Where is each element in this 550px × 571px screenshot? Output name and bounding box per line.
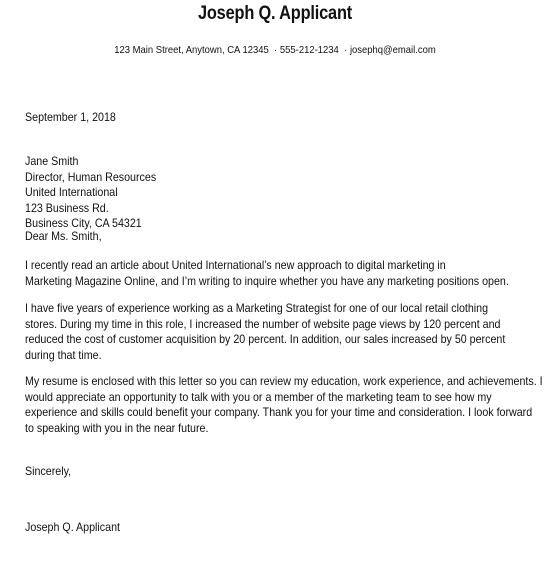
- paragraph-line: reduced the cost of customer acquisition by 20 percent. In addition, our sales increased by 50 percent: [25, 332, 506, 346]
- salutation-block: [25, 229, 530, 245]
- letter-date-block: [25, 110, 530, 126]
- contact-separator: ·: [344, 44, 348, 56]
- paragraph-line: stores. During my time in this role, I increased the number of website page views by 120 percent and: [25, 316, 501, 331]
- contact-separator: ·: [274, 44, 278, 56]
- sender-phone: 555-212-1234: [279, 44, 339, 56]
- sender-contact-line: [28, 43, 523, 57]
- paragraph-line: Marketing Magazine Online, and I’m writing to inquire whether you have any marketing positions open.: [25, 273, 509, 288]
- recipient-name: Jane Smith: [25, 154, 79, 168]
- paragraph-line: My resume is enclosed with this letter so you can review my education, work experience, and achievements. I: [25, 374, 543, 388]
- recipient-street: 123 Business Rd.: [25, 200, 109, 215]
- paragraph-closing-request: [25, 374, 543, 436]
- letter-date: September 1, 2018: [25, 110, 116, 124]
- signature-block: [25, 520, 530, 536]
- paragraph-line: to speaking with you in the near future.: [25, 420, 209, 435]
- paragraph-experience: [25, 301, 530, 363]
- paragraph-line: I have five years of experience working as a Marketing Strategist for one of our local retail clothing: [25, 301, 489, 315]
- recipient-address-block: [25, 154, 530, 232]
- salutation: Dear Ms. Smith,: [25, 229, 102, 243]
- recipient-title: Director, Human Resources: [25, 169, 157, 184]
- sender-address: 123 Main Street, Anytown, CA 12345: [114, 44, 269, 56]
- signature-name: Joseph Q. Applicant: [25, 520, 120, 534]
- paragraph-line: I recently read an article about United International’s new approach to digital marketing in: [25, 258, 446, 272]
- paragraph-intro: [25, 258, 530, 289]
- sender-name-heading: Joseph Q. Applicant: [197, 3, 353, 24]
- recipient-city: Business City, CA 54321: [25, 216, 142, 230]
- sender-email: josephq@email.com: [349, 44, 436, 56]
- paragraph-line: would appreciate an opportunity to talk with you or a member of the marketing team to see how my: [25, 389, 492, 404]
- valediction: Sincerely,: [25, 464, 72, 478]
- recipient-company: United International: [25, 185, 118, 199]
- paragraph-line: experience and skills could benefit your company. Thank you for your time and consideration. I look forward: [25, 405, 533, 419]
- valediction-block: [25, 464, 530, 480]
- paragraph-line: during that time.: [25, 347, 102, 362]
